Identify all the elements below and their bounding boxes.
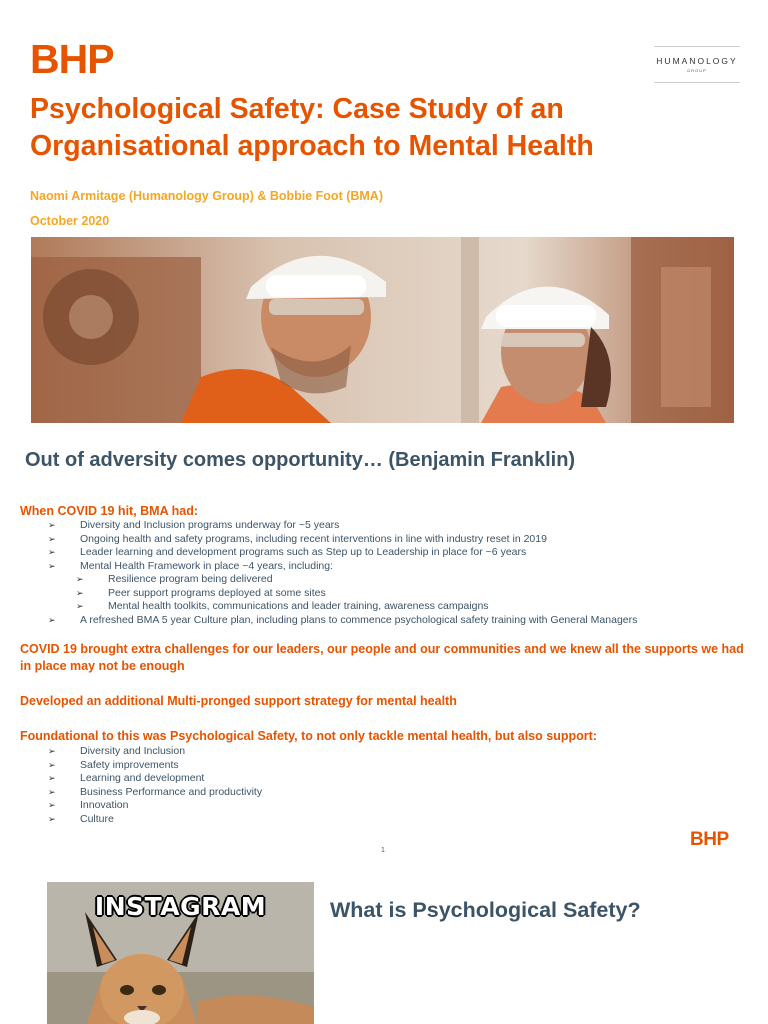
- list-item: ➢ Culture: [48, 812, 114, 825]
- arrow-bullet-icon: ➢: [76, 601, 84, 611]
- arrow-bullet-icon: ➢: [76, 587, 84, 598]
- humanology-logo: [654, 46, 740, 83]
- list-item: ➢ Business Performance and productivity: [48, 785, 263, 798]
- page-number: 1: [381, 847, 385, 854]
- list-item: ➢ A refreshed BMA 5 year Culture plan, including plans to commence psychological safety training with General Managers: [48, 613, 638, 626]
- arrow-bullet-icon: ➢: [48, 759, 56, 770]
- humanology-logo-sub: GROUP: [687, 68, 707, 73]
- slide2-title: What is Psychological Safety?: [330, 898, 641, 922]
- arrow-bullet-icon: ➢: [48, 614, 56, 625]
- quote-subheading: Out of adversity comes opportunity… (Benjamin Franklin): [25, 449, 576, 471]
- list-item: ➢ Safety improvements: [48, 758, 179, 771]
- arrow-bullet-icon: ➢: [48, 547, 56, 557]
- slide-title: Psychological Safety: Case Study of an Organisational approach to Mental Health: [30, 93, 594, 162]
- list-item: ➢ Mental health toolkits, communications and leader training, awareness campaigns: [76, 600, 489, 612]
- list-item: ➢ Diversity and Inclusion: [48, 745, 186, 757]
- instagram-meme-image: [47, 882, 314, 1024]
- arrow-bullet-icon: ➢: [48, 773, 56, 783]
- list-item: ➢ Leader learning and development programs such as Step up to Leadership in place for ~6 years: [48, 546, 527, 558]
- bhp-footer-logo: BHP: [690, 829, 729, 850]
- bhp-logo: BHP: [30, 36, 114, 82]
- arrow-bullet-icon: ➢: [48, 533, 56, 544]
- section2-heading: Foundational to this was Psychological Safety, to not only tackle mental health, but also support:: [20, 729, 597, 743]
- list-item: ➢ Learning and development: [48, 772, 205, 784]
- arrow-bullet-icon: ➢: [48, 813, 56, 824]
- list-item: ➢ Peer support programs deployed at some sites: [76, 586, 326, 599]
- section1-heading: When COVID 19 hit, BMA had:: [20, 504, 199, 518]
- arrow-bullet-icon: ➢: [76, 574, 84, 584]
- section1-bullet-list: [48, 519, 637, 627]
- support-strategy-statement: Developed an additional Multi-pronged support strategy for mental health: [20, 694, 457, 708]
- arrow-bullet-icon: ➢: [48, 746, 56, 756]
- arrow-bullet-icon: ➢: [48, 786, 56, 797]
- date-line: October 2020: [30, 214, 110, 228]
- arrow-bullet-icon: ➢: [48, 520, 56, 530]
- two-mine-workers-in-hard-hats-photo-icon: [31, 237, 734, 423]
- covid-challenges-statement: COVID 19 brought extra challenges for our leaders, our people and our communities and we knew all the supports we had in place may not be enough: [20, 642, 744, 673]
- list-item: ➢ Mental Health Framework in place ~4 years, including:: [48, 559, 333, 572]
- arrow-bullet-icon: ➢: [48, 800, 56, 810]
- list-item: ➢ Ongoing health and safety programs, including recent interventions in line with industry reset in 2019: [48, 532, 547, 545]
- list-item: ➢ Resilience program being delivered: [76, 573, 273, 585]
- meme-caption: INSTAGRAM: [94, 892, 267, 921]
- mine-workers-photo: [31, 237, 734, 423]
- humanology-logo-name: HUMANOLOGY: [656, 56, 738, 66]
- page-gap: [0, 860, 768, 868]
- list-item: ➢ Diversity and Inclusion programs underway for ~5 years: [48, 519, 340, 531]
- slide-page-2: [0, 868, 768, 1024]
- section2-bullet-list: [48, 745, 262, 826]
- arrow-bullet-icon: ➢: [48, 560, 56, 571]
- list-item: ➢ Innovation: [48, 799, 129, 811]
- authors-line: Naomi Armitage (Humanology Group) & Bobbie Foot (BMA): [30, 189, 383, 203]
